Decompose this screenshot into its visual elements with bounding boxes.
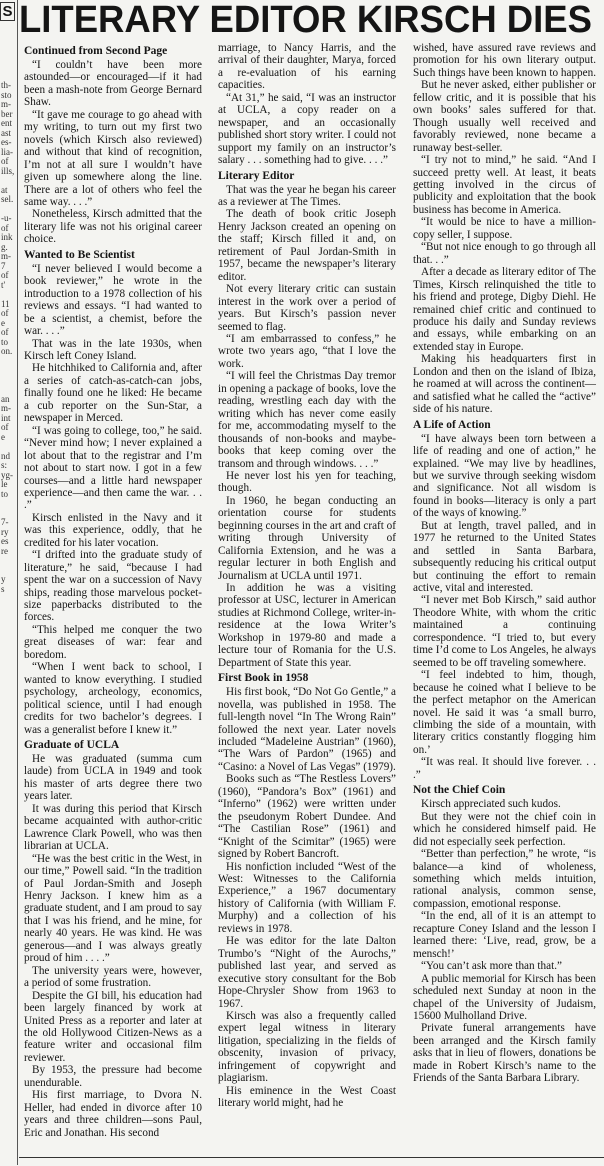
article-paragraph: “It gave me courage to go ahead with my writing, to turn out my first two novels (which Kirsch also reviewed) and without that kind of recognition, I’m not at all sure I wouldn’t have given up somewhere along the line. There are a lot of others who feel the same way. . . .” bbox=[24, 108, 202, 208]
article-paragraph: Kirsch appreciated such kudos. bbox=[421, 798, 561, 811]
section-subhead: A Life of Action bbox=[413, 418, 491, 431]
article-column-3 bbox=[413, 42, 596, 1085]
article-paragraph: “When I went back to school, I wanted to know everything. I studied psychology, archeology, economics, political science, until I had enough credits for two bachelor’s degrees. I was a generalist before I knew it.” bbox=[24, 661, 202, 736]
article-paragraph: “I never met Bob Kirsch,” said author Theodore White, with whom the critic maintained a continuing correspondence. “I tried to, but every time I’d come to Los Angeles, he always seemed to be off traveling somewhere. bbox=[413, 594, 596, 669]
article-paragraph: “You can’t ask more than that.” bbox=[421, 960, 562, 973]
article-paragraph: “But not nice enough to go through all that. . .” bbox=[413, 241, 596, 266]
headline: LITERARY EDITOR KIRSCH DIES bbox=[19, 0, 592, 41]
article-paragraph: His first marriage, to Dvora N. Heller, had ended in divorce after 10 years and three children—sons Paul, Eric and Jonathan. His second bbox=[24, 1089, 202, 1139]
section-subhead: Literary Editor bbox=[218, 169, 295, 182]
edge-text-fragments: th- sto m- ber ent ast es- lia- of ills, at sel. -u- of ink g. m- 7 of t' 11 of e of to on. an m- int of e nd s: yg- le to 7- ry es re y s bbox=[1, 80, 15, 594]
article-paragraph: “At 31,” he said, “I was an instructor at UCLA, a copy reader on a newspaper, and an occasionally published short story writer. I could not support my family on an instructor’s salary . . . something had to give. . . .” bbox=[218, 91, 396, 167]
article-paragraph: By 1953, the pressure had become unendurable. bbox=[24, 1064, 202, 1089]
article-paragraph: His nonfiction included “West of the West: Witnesses to the California Experience,” a 1967 documentary history of California (with William F. Murphy) and a collection of his reviews in 1978. bbox=[218, 860, 396, 935]
article-paragraph: “I am embarrassed to confess,” he wrote two years ago, “that I love the work. bbox=[218, 332, 396, 370]
article-paragraph: Kirsch was also a frequently called expert legal witness in literary litigation, specializing in the fields of obscenity, invasion of privacy, infringement of copywright and plagiarism. bbox=[218, 1009, 396, 1085]
edge-letter: S bbox=[0, 2, 15, 21]
article-paragraph: Private funeral arrangements have been arranged and the Kirsch family asks that in lieu of flowers, donations be made in Robert Kirsch’s name to the Friends of the Santa Barbara Library. bbox=[413, 1022, 596, 1085]
article-paragraph: “I will feel the Christmas Day tremor in opening a package of books, love the reading, wrestling each day with the writing which has never come easily for me, accommodating myself to the thousands of non-books and maybe-books that keep coming over the transom and through windows. . . .” bbox=[218, 370, 396, 470]
article-paragraph: But at length, travel palled, and in 1977 he returned to the United States and settled in Santa Barbara, subsequently reducing his critical output but continuing the effort to remain active, vital and interested. bbox=[413, 519, 596, 595]
article-paragraph: Not every literary critic can sustain interest in the work over a period of years. But Kirsch’s passion never seemed to flag. bbox=[218, 283, 396, 333]
article-paragraph: He was editor for the late Dalton Trumbo’s “Night of the Aurochs,” published last year, and served as executive story consultant for the Bob Hope-Chrysler Show from 1963 to 1967. bbox=[218, 935, 396, 1010]
article-paragraph: “This helped me conquer the two great diseases of war: fear and boredom. bbox=[24, 623, 202, 661]
article-paragraph: But he never asked, either publisher or fellow critic, and it is possible that his own books’ sales suffered for that. Though usually well received and favorably reviewed, none became a runaway best-seller. bbox=[413, 79, 596, 154]
article-paragraph: marriage, to Nancy Harris, and the arrival of their daughter, Marya, forced a re-evaluation of his earning capacities. bbox=[218, 42, 396, 92]
article-paragraph: “It was real. It should live forever. . . .” bbox=[413, 756, 596, 781]
article-paragraph: “I try not to mind,” he said. “And I succeed pretty well. At least, it beats getting involved in the circus of publicity and exploitation that the book business has become in America. bbox=[413, 154, 596, 216]
article-paragraph: “I never believed I would become a book reviewer,” he wrote in the introduction to a 1978 collection of his reviews and essays. “I had wanted to be a scientist, a chemist, before the war. . . .” bbox=[24, 262, 202, 338]
article-paragraph: “I have always been torn between a life of reading and one of action,” he explained. “We may live by headlines, but we survive through seeking wisdom and significance. Not all wisdom is found in books—literacy is only a part of the ways of knowing.” bbox=[413, 432, 596, 520]
article-paragraph: That was in the late 1930s, when Kirsch left Coney Island. bbox=[24, 337, 202, 362]
article-paragraph: “I drifted into the graduate study of literature,” he said, “because I had spent the war on a succession of Navy ships, reading those marvelous pocket-size paperbacks distributed to the forces. bbox=[24, 549, 202, 624]
article-paragraph: Making his headquarters first in London and then on the island of Ibiza, he roamed at will across the continent—and satisfied what he called the “active” side of his nature. bbox=[413, 353, 596, 416]
adjacent-column-edge bbox=[0, 0, 18, 1165]
article-column-1 bbox=[24, 42, 202, 1139]
article-paragraph: His eminence in the West Coast literary world might, had he bbox=[218, 1084, 396, 1110]
article-paragraph: It was during this period that Kirsch became acquainted with author-critic Lawrence Clark Powell, who was then librarian at UCLA. bbox=[24, 802, 202, 853]
section-subhead: Continued from Second Page bbox=[24, 45, 168, 57]
article-paragraph: In addition he was a visiting professor at USC, lecturer in American studies at Richmond College, writer-in-residence at the Iowa Writer’s Workshop in 1979-80 and made a lecture tour of Romania for the U.S. Department of State this year. bbox=[218, 582, 396, 669]
article-paragraph: His first book, “Do Not Go Gentle,” a novella, was published in 1958. The full-length novel “In The Wrong Rain” followed the next year. Later novels included “Madeleine Austrian” (1960), “The Wars of Pardon” (1965) and “Casino: a Novel of Las Vegas” (1979). bbox=[218, 686, 396, 773]
article-paragraph: That was the year he began his career as a reviewer at The Times. bbox=[218, 183, 396, 208]
article-paragraph: The university years were, however, a period of some frustration. bbox=[24, 964, 202, 990]
article-paragraph: “I was going to college, too,” he said. “Never mind how; I never explained a lot about that to the registrar and I’m not about to start now. I got in a few courses—and a little hard newspaper experience—and then came the war. . . .” bbox=[24, 424, 202, 512]
section-subhead: First Book in 1958 bbox=[218, 672, 309, 685]
article-paragraph: In 1960, he began conducting an orientation course for students beginning courses in the art and craft of writing through University of California Extension, and he was a regular lecturer in both English and Journalism at UCLA until 1971. bbox=[218, 494, 397, 582]
article-paragraph: The death of book critic Joseph Henry Jackson created an opening on the staff; Kirsch filled it and, on retirement of Paul Jordan-Smith in 1957, became the newspaper’s literary editor. bbox=[218, 208, 396, 283]
article-paragraph: Books such as “The Restless Lovers” (1960), “Pandora’s Box” (1961) and “Inferno” (1962) were written under the pseudonym Robert Dundee. And “The Castilian Rose” (1961) and “Knight of the Scimitar” (1965) were signed by Robert Bancroft. bbox=[218, 773, 396, 861]
article-paragraph: “It would be nice to have a million-copy seller, I suppose. bbox=[413, 216, 596, 241]
article-paragraph: After a decade as literary editor of The Times, Kirsch relinquished the title to his friend and protege, Digby Diehl. He remained chief critic and continued to produce his daily and Sunday reviews and essays, while embarking on an extended stay in Europe. bbox=[413, 266, 596, 353]
section-subhead: Not the Chief Coin bbox=[413, 784, 506, 797]
section-subhead: Wanted to Be Scientist bbox=[24, 248, 135, 261]
section-subhead: Graduate of UCLA bbox=[24, 739, 120, 752]
article-paragraph: But they were not the chief coin in which he considered himself paid. He did not especially seek perfection. bbox=[413, 810, 596, 848]
article-paragraph: Despite the GI bill, his education had been largely financed by work at United Press as a reporter and later at the old Hollywood Citizen-News as a feature writer and occasional film reviewer. bbox=[24, 989, 202, 1064]
article-paragraph: He hitchhiked to California and, after a series of catch-as-catch-can jobs, finally found one he liked: He became a cub reporter on the Sun-Star, a newspaper in Merced. bbox=[24, 362, 202, 425]
article-paragraph: He was graduated (summa cum laude) from UCLA in 1949 and took his master of arts degree there two years later. bbox=[24, 753, 202, 803]
article-paragraph: wished, have assured rave reviews and promotion for his own literary output. Such things have been known to happen. bbox=[413, 42, 597, 79]
article-paragraph: “In the end, all of it is an attempt to recapture Coney Island and the lesson I learned there: ‘Live, read, grow, be a mensch!’ bbox=[413, 910, 596, 960]
article-paragraph: Kirsch enlisted in the Navy and it was this experience, oddly, that he credited for his later vocation. bbox=[24, 511, 202, 549]
article-paragraph: A public memorial for Kirsch has been scheduled next Sunday at noon in the chapel of the University of Judaism, 15600 Mulholland Drive. bbox=[413, 972, 596, 1022]
article-paragraph: “He was the best critic in the West, in our time,” Powell said. “In the tradition of Paul Jordan-Smith and Joseph Henry Jackson. I knew him as a graduate student, and I am proud to say that I was his friend, and he mine, for nearly 40 years. He was kind. He was generous—and I was always greatly proud of him . . . .” bbox=[24, 852, 202, 965]
article-paragraph: “I feel indebted to him, though, because he coined what I believe to be the perfect metaphor on the American novel. He said it was ‘a small burro, climbing the side of a mountain, with literary critics constantly flogging him on.’ bbox=[413, 669, 596, 756]
article-paragraph: “Better than perfection,” he wrote, “is balance—a kind of wholeness, something which melds intuition, rational analysis, common sense, compassion, emotional response. bbox=[413, 848, 596, 910]
article-paragraph: “I couldn’t have been more astounded—or encouraged—if it had been a mash-note from George Bernard Shaw. bbox=[24, 59, 202, 109]
article-paragraph: He never lost his yen for teaching, though. bbox=[218, 469, 396, 495]
article-paragraph: Nonetheless, Kirsch admitted that the literary life was not his original career choice. bbox=[24, 208, 202, 246]
article-column-2 bbox=[218, 42, 396, 1110]
